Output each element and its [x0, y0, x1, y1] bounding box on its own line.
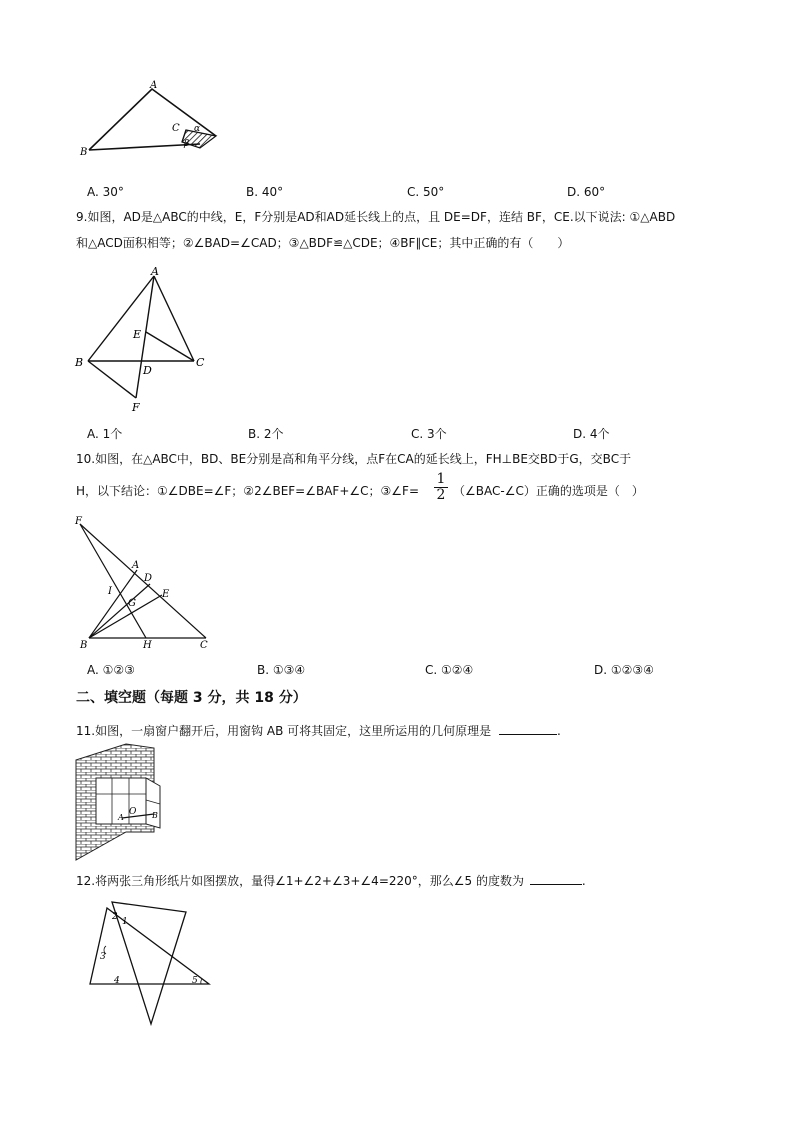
q12-triangle-1: [90, 908, 209, 984]
q10-label-a: A: [132, 560, 140, 571]
q8-label-beta: β: [184, 139, 190, 149]
q9-label-d: D: [143, 364, 152, 377]
q8-option-d: D. 60°: [567, 185, 606, 199]
q11-label-o: O: [129, 807, 137, 817]
q12-angle-5: 5: [192, 976, 198, 986]
q10-option-a: A. ①②③: [87, 663, 135, 677]
q10-fraction: [434, 473, 448, 502]
q10-question-line2b: （∠BAC-∠C）正确的选项是（ ）: [453, 484, 644, 498]
q8-option-a: A. 30°: [87, 185, 124, 199]
q9-option-a: A. 1个: [87, 427, 123, 441]
q12-figure: [84, 896, 216, 1030]
q9-option-c: C. 3个: [411, 427, 447, 441]
q10-option-d: D. ①②③④: [594, 663, 654, 677]
q8-label-b: B: [80, 147, 88, 158]
q9-label-e: E: [133, 328, 142, 341]
q10-option-b: B. ①③④: [257, 663, 306, 677]
q11-label-a: A: [118, 813, 124, 822]
q9-question-line2: 和△ACD面积相等；②∠BAD=∠CAD；③△BDF≌△CDE；④BF∥CE；其中正确的有（ ）: [76, 236, 570, 250]
q12-question: 12.将两张三角形纸片如图摆放，量得∠1+∠2+∠3+∠4=220°，那么∠5 的度数为 .: [76, 874, 586, 888]
q11-label-b: B: [152, 811, 158, 820]
q8-label-a: A: [150, 80, 158, 91]
q10-question-line1: 10.如图，在△ABC中，BD、BE分别是高和角平分线，点F在CA的延长线上，FH⊥BE交BD于G，交BC于: [76, 452, 632, 466]
q11-question: 11.如图，一扇窗户翻开后，用窗钩 AB 可将其固定，这里所运用的几何原理是 .: [76, 724, 561, 738]
q9-option-b: B. 2个: [248, 427, 284, 441]
q8-label-c: C: [172, 123, 180, 134]
q10-question-line2a: H，以下结论：①∠DBE=∠F；②2∠BEF=∠BAF+∠C；③∠F=: [76, 484, 419, 498]
q10-figure: [72, 514, 222, 654]
q10-label-g: G: [128, 598, 136, 609]
q9-figure: [72, 266, 212, 416]
q9-question-line1: 9.如图，AD是△ABC的中线，E，F分别是AD和AD延长线上的点，且 DE=DF，连结 BF，CE.以下说法: ①△ABD: [76, 210, 676, 224]
q9-label-b: B: [75, 356, 84, 369]
q9-label-a: A: [151, 266, 159, 278]
q12-angle-4: 4: [114, 976, 120, 986]
q10-label-b: B: [80, 640, 88, 651]
q12-question-text: 12.将两张三角形纸片如图摆放，量得∠1+∠2+∠3+∠4=220°，那么∠5 的度数为: [76, 874, 524, 888]
q8-label-alpha: α: [194, 124, 201, 134]
q10-label-h: H: [143, 640, 152, 651]
q10-option-c: C. ①②④: [425, 663, 474, 677]
section-title: 二、填空题（每题 3 分，共 18 分）: [76, 690, 307, 706]
q10-fraction-denominator: 2: [436, 487, 446, 503]
q10-label-i: I: [108, 586, 112, 597]
q9-option-d: D. 4个: [573, 427, 610, 441]
q12-angle-1: 1: [122, 917, 128, 927]
q8-figure: [78, 76, 230, 158]
q10-label-d: D: [144, 573, 153, 584]
q8-option-c: C. 50°: [407, 185, 445, 199]
q10-label-f: F: [75, 516, 82, 527]
q8-option-b: B. 40°: [246, 185, 284, 199]
q12-angle-2: 2: [112, 912, 118, 922]
q11-figure: [74, 742, 166, 862]
q9-label-f: F: [132, 401, 140, 414]
q11-answer-blank[interactable]: [499, 722, 557, 735]
q11-question-text: 11.如图，一扇窗户翻开后，用窗钩 AB 可将其固定，这里所运用的几何原理是: [76, 724, 492, 738]
q12-answer-blank[interactable]: [530, 872, 582, 885]
q10-label-e: E: [162, 589, 170, 600]
q10-fraction-numerator: 1: [436, 471, 446, 487]
q10-label-c: C: [200, 640, 208, 651]
q12-angle-3: 3: [100, 952, 106, 962]
q9-label-c: C: [196, 356, 205, 369]
